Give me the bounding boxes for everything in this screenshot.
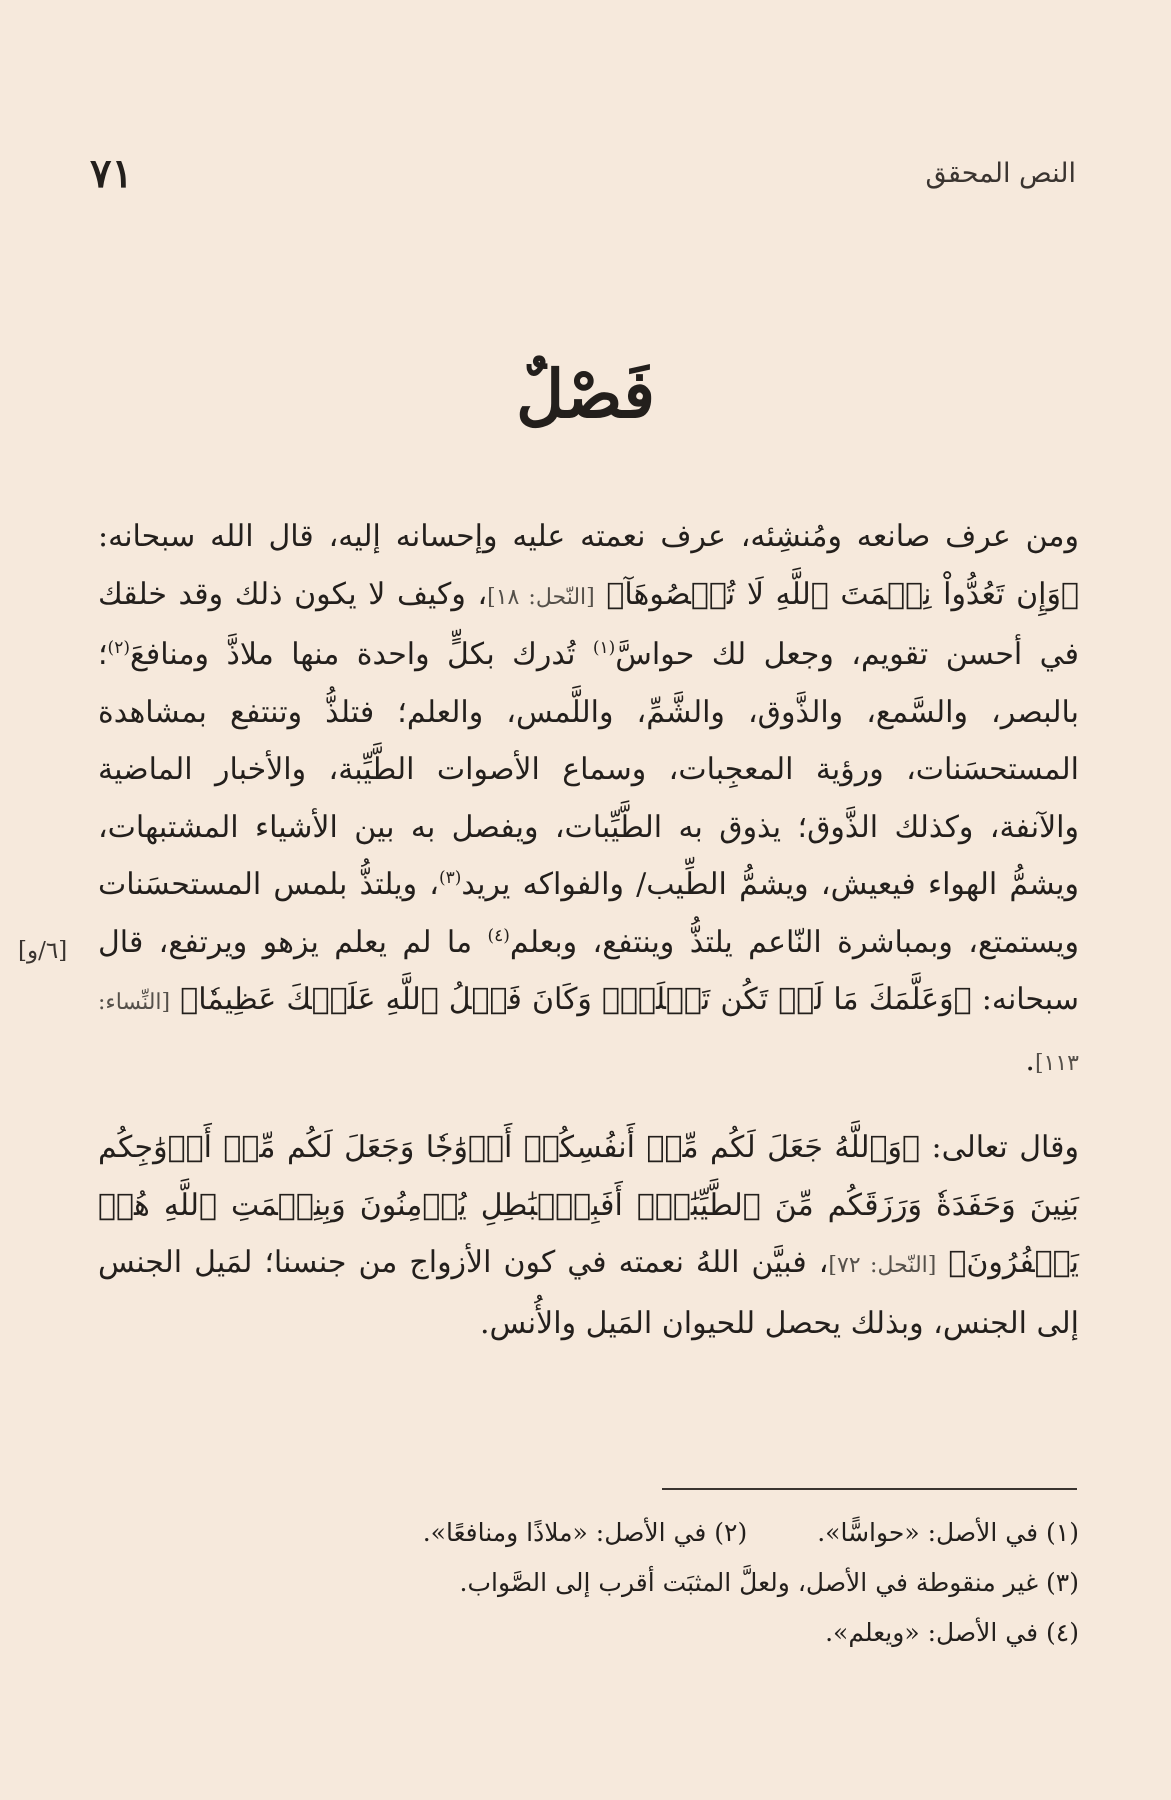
- footnote-2: (٢) في الأصل: «ملاذًا ومنافعًا».: [422, 1518, 748, 1547]
- page-header: [90, 148, 1076, 198]
- text-segment: تُدرك بكلٍّ واحدة منها ملاذَّ ومنافعَ: [129, 637, 593, 672]
- page-number: ٧١: [90, 149, 133, 197]
- footnote-marker[interactable]: (١): [592, 638, 616, 658]
- footnote-1: (١) في الأصل: «حواسًّا».: [817, 1518, 1079, 1547]
- verse-reference: [النّحل: ١٨]: [487, 584, 595, 610]
- quran-verse: ﴿وَإِن تَعُدُّواْ نِعۡمَتَ ٱللَّهِ لَا تُحۡصُوهَآ﴾: [606, 576, 1079, 612]
- footnotes: [98, 1508, 1079, 1658]
- footnote-row: [98, 1508, 1079, 1558]
- section-title: فَصْلٌ: [516, 355, 655, 433]
- text-segment: ما لم يعلم يزهو ويرتفع، قال سبحانه:: [98, 924, 1079, 1017]
- footnote-marker[interactable]: (٢): [107, 638, 130, 658]
- verse-reference: [النّحل: ٧٢]: [828, 1253, 937, 1278]
- text-segment: وقال تعالى:: [920, 1130, 1079, 1165]
- text-segment: ومن عرف صانعه ومُنشِئه، عرف نعمته عليه وإحسانه إليه، قال الله سبحانه:: [98, 519, 1079, 554]
- footnote-marker[interactable]: (٤): [487, 925, 510, 946]
- footnote-divider: [662, 1488, 1077, 1490]
- paragraph-2: [98, 1119, 1079, 1352]
- quran-verse: ﴿وَعَلَّمَكَ مَا لَمۡ تَكُن تَعۡلَمُۚ وَكَانَ فَضۡلُ ٱللَّهِ عَلَيۡكَ عَظِيمٗا﴾: [180, 982, 972, 1017]
- paragraph-1: [98, 508, 1079, 1092]
- text-segment: ، وكيف لا يكون ذلك وقد خلقك في أحسن تقويم، وجعل لك حواسَّ: [98, 576, 1079, 672]
- footnote-3: (٣) غير منقوطة في الأصل، ولعلَّ المثبَت أقرب إلى الصَّواب.: [459, 1568, 1079, 1597]
- main-text: [98, 508, 1079, 1352]
- text-segment: .: [1025, 1042, 1035, 1078]
- footnote-4: (٤) في الأصل: «ويعلم».: [825, 1618, 1079, 1647]
- text-segment: ، ويلتذُّ بلمس المستحسَنات ويستمتع، وبمباشرة النّاعم يلتذُّ وينتفع، وبعلم: [98, 867, 1079, 960]
- manuscript-folio-marker: [٦/و]: [18, 938, 68, 964]
- verse-reference: [النِّساء: ١١٣]: [98, 990, 1079, 1076]
- text-segment: ؛ بالبصر، والسَّمع، والذَّوق، والشَّمِّ، واللَّمس، والعلم؛ فتلذُّ وتنتفع بمشاهدة المستحسَنات، ورؤية المعجِبات، وسماع الأصوات الطَّيِّبة، والأخبار الماضية والآنفة، وكذلك الذَّوق؛ يذوق به الطَّيِّبات، ويفصل به بين الأشياء المشتبهات، ويشمُّ الهواء فيعيش، ويشمُّ الطِّيب/ والفواكه يريد: [98, 637, 1079, 902]
- footnote-marker[interactable]: (٣): [438, 868, 462, 888]
- running-title: النص المحقق: [925, 157, 1076, 189]
- text-segment: ، فبيَّن اللهُ نعمته في كون الأزواج من جنسنا؛ لمَيل الجنس إلى الجنس، وبذلك يحصل للحيوان المَيل والأُنس.: [98, 1245, 1079, 1341]
- quran-verse: ﴿وَٱللَّهُ جَعَلَ لَكُم مِّنۡ أَنفُسِكُمۡ أَزۡوَٰجٗا وَجَعَلَ لَكُم مِّنۡ أَزۡوَٰجِكُم بَنِينَ وَحَفَدَةٗ وَرَزَقَكُم مِّنَ ٱلطَّيِّبَٰتِۚ أَفَبِٱلۡبَٰطِلِ يُؤۡمِنُونَ وَبِنِعۡمَتِ ٱللَّهِ هُمۡ يَكۡفُرُونَ﴾: [98, 1130, 1079, 1280]
